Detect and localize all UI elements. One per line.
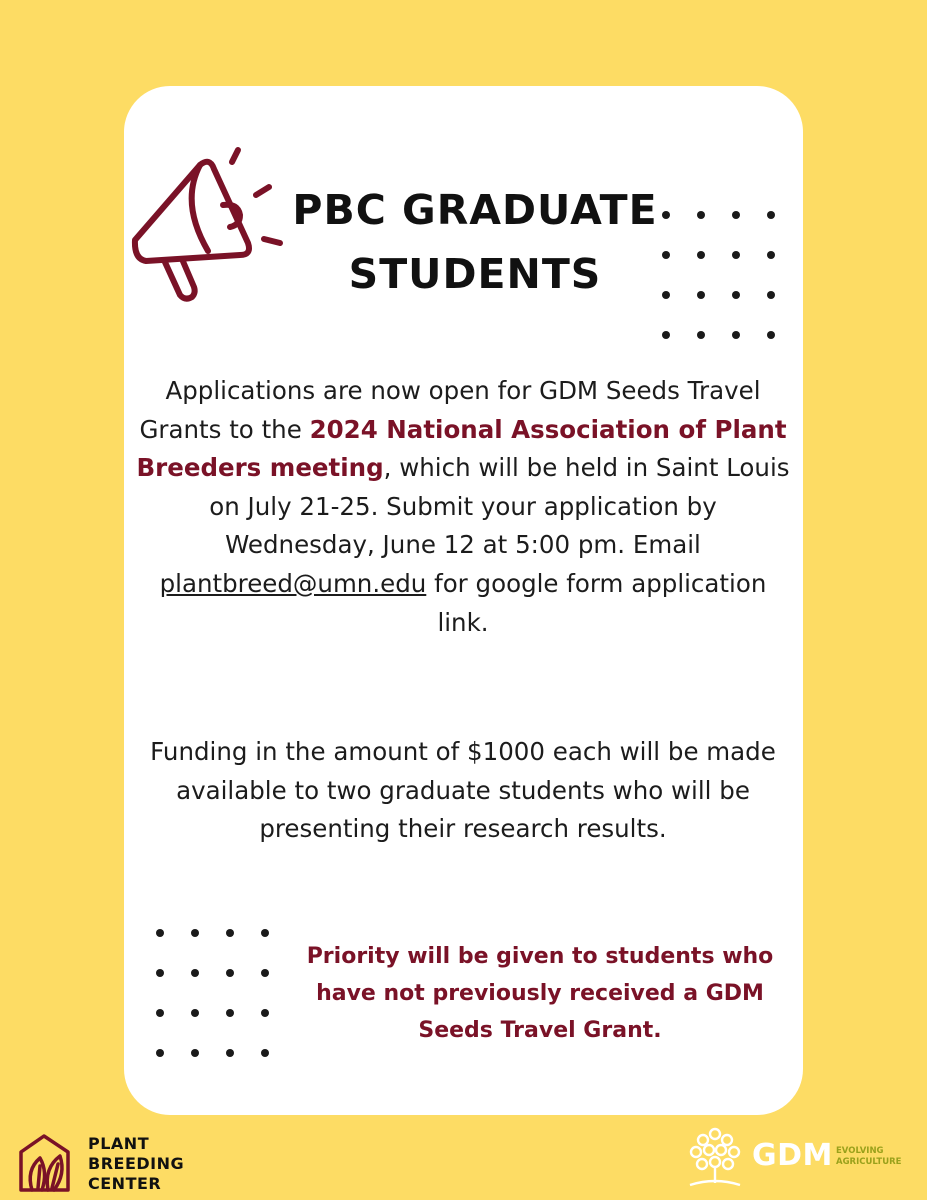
dot xyxy=(191,969,199,977)
dot xyxy=(226,1009,234,1017)
applications-paragraph xyxy=(132,372,794,642)
dot xyxy=(697,291,705,299)
dot xyxy=(226,929,234,937)
dot xyxy=(697,211,705,219)
dot xyxy=(226,1049,234,1057)
megaphone-icon xyxy=(122,145,292,305)
meeting-highlight: 2024 National Association of Plant Breeders meeting xyxy=(136,414,787,483)
dot xyxy=(156,969,164,977)
pbc-line-3: CENTER xyxy=(88,1174,162,1193)
pbc-logo-icon xyxy=(18,1132,72,1194)
dot xyxy=(156,929,164,937)
dot xyxy=(261,1049,269,1057)
dot xyxy=(156,1049,164,1057)
dot xyxy=(261,969,269,977)
dot xyxy=(732,331,740,339)
pbc-wordmark xyxy=(88,1134,184,1194)
email-link[interactable]: plantbreed@umn.edu xyxy=(159,568,427,598)
dot xyxy=(732,251,740,259)
dot xyxy=(697,251,705,259)
dot xyxy=(767,331,775,339)
dot xyxy=(662,211,670,219)
gdm-wordmark: GDM xyxy=(752,1138,833,1173)
gdm-tagline-line-1: EVOLVING xyxy=(836,1146,884,1156)
applications-text-end: for google form application link. xyxy=(426,568,767,637)
dot xyxy=(662,291,670,299)
dot xyxy=(261,929,269,937)
dot xyxy=(191,1009,199,1017)
dot xyxy=(697,331,705,339)
dot xyxy=(662,251,670,259)
page-title: PBC GRADUATE STUDENTS xyxy=(292,186,658,298)
dot xyxy=(732,211,740,219)
pbc-line-2: BREEDING xyxy=(88,1154,185,1173)
dot xyxy=(191,1049,199,1057)
dot xyxy=(226,969,234,977)
dot xyxy=(767,251,775,259)
gdm-tagline-line-2: AGRICULTURE xyxy=(836,1157,902,1167)
decorative-dot-grid-bottom xyxy=(156,929,269,1057)
gdm-tree-icon xyxy=(684,1125,746,1189)
dot xyxy=(767,291,775,299)
dot xyxy=(732,291,740,299)
applications-text-middle: , which will be held in Saint Louis on July 21-25. Submit your application by Wednesday, June 12 at 5:00 pm. Email xyxy=(209,453,790,560)
dot xyxy=(662,331,670,339)
priority-note: Priority will be given to students who have not previously received a GDM Seeds Travel Grant. xyxy=(306,944,774,1043)
applications-text-start: Applications are now open for GDM Seeds Travel Grants to the xyxy=(139,376,761,444)
pbc-line-1: PLANT xyxy=(88,1134,150,1153)
decorative-dot-grid-top xyxy=(662,211,775,339)
dot xyxy=(767,211,775,219)
dot xyxy=(261,1009,269,1017)
dot xyxy=(156,1009,164,1017)
funding-paragraph: Funding in the amount of $1000 each will be made available to two graduate students who will be presenting their research results. xyxy=(150,737,776,844)
dot xyxy=(191,929,199,937)
gdm-tagline xyxy=(836,1146,901,1168)
